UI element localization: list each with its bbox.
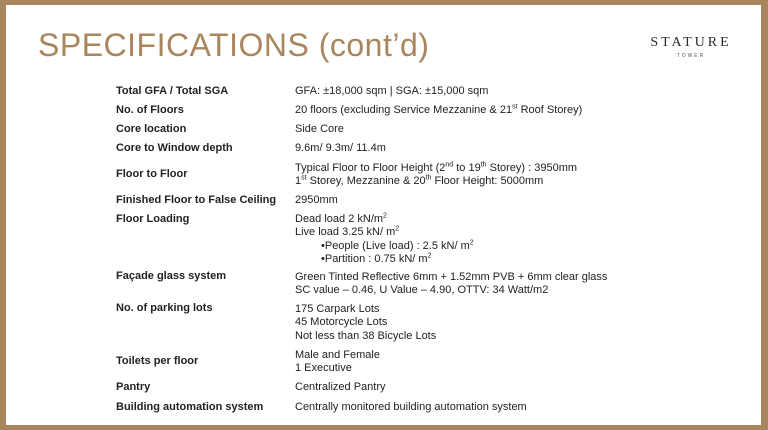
- spec-label: Core to Window depth: [116, 142, 233, 155]
- spec-value: [295, 378, 675, 398]
- spec-value-line: [295, 213, 675, 227]
- page-title: SPECIFICATIONS (cont’d): [38, 27, 430, 63]
- spec-value-line: [295, 253, 675, 267]
- spec-value-line: 9.6m/ 9.3m/ 11.4m: [295, 142, 386, 155]
- text-part: 20 floors (excluding Service Mezzanine & 21: [295, 104, 513, 117]
- spec-value-line: Green Tinted Reflective 6mm + 1.52mm PVB + 6mm clear glass: [295, 270, 608, 283]
- spec-label: No. of Floors: [116, 104, 184, 117]
- logo-subtitle: TOWER: [676, 53, 706, 59]
- spec-value-line: 2950mm: [295, 194, 338, 207]
- spec-row-floor-loading: [116, 211, 675, 268]
- spec-value: [295, 139, 675, 159]
- spec-value-line: 1 Executive: [295, 362, 352, 374]
- spec-row-false-ceiling: [116, 191, 675, 211]
- spec-label: Façade glass system: [116, 270, 227, 282]
- spec-label: Total GFA / Total SGA: [116, 85, 229, 98]
- spec-value: [295, 101, 675, 121]
- spec-value: [295, 398, 675, 418]
- specifications-table: [116, 83, 675, 418]
- spec-label: Floor to Floor: [116, 168, 188, 181]
- spec-label: Floor Loading: [116, 213, 190, 225]
- superscript: 2: [469, 238, 474, 246]
- spec-value: [295, 268, 675, 300]
- superscript: st: [512, 103, 518, 111]
- text-part: Roof Storey): [517, 104, 583, 117]
- spec-value: [295, 121, 675, 139]
- spec-value: [295, 300, 675, 346]
- text-part: Live load 3.25 kN/ m: [295, 226, 396, 238]
- spec-value: [295, 346, 675, 378]
- spec-row-pantry: [116, 378, 675, 398]
- spec-label: No. of parking lots: [116, 302, 213, 314]
- spec-row-total-area: [116, 83, 675, 101]
- spec-label: Toilets per floor: [116, 355, 199, 368]
- spec-value-line: Centrally monitored building automation system: [295, 401, 527, 414]
- superscript: st: [301, 174, 307, 182]
- spec-label: Finished Floor to False Ceiling: [116, 194, 277, 207]
- spec-value: [295, 211, 675, 268]
- spec-label: Core location: [116, 123, 187, 136]
- text-part: Storey, Mezzanine & 20: [306, 175, 426, 187]
- spec-label: Pantry: [116, 381, 151, 394]
- text-part: •Partition : 0.75 kN/ m: [321, 253, 428, 265]
- text-part: Floor Height: 5000mm: [431, 175, 544, 187]
- spec-row-toilets: [116, 346, 675, 378]
- slide: [6, 5, 761, 425]
- spec-value-line: GFA: ±18,000 sqm | SGA: ±15,000 sqm: [295, 85, 489, 98]
- spec-value-line: [295, 175, 675, 189]
- superscript: 2: [427, 252, 432, 260]
- text-part: Storey) : 3950mm: [486, 161, 578, 174]
- spec-row-facade-glass: [116, 268, 675, 300]
- spec-value-line: [295, 226, 675, 240]
- text-part: to 19: [453, 161, 481, 174]
- spec-row-floor-to-floor: [116, 159, 675, 191]
- spec-value-line: [295, 240, 675, 254]
- superscript: 2: [395, 225, 400, 233]
- spec-value-line: Centralized Pantry: [295, 381, 386, 394]
- spec-value: [295, 191, 675, 211]
- spec-value-line: Side Core: [295, 123, 344, 136]
- spec-row-building-automation: [116, 398, 675, 418]
- text-part: 1: [295, 175, 302, 187]
- spec-value-line: Male and Female: [295, 348, 380, 361]
- spec-value: [295, 159, 675, 191]
- spec-value-line: 175 Carpark Lots: [295, 302, 380, 315]
- logo-name: STATURE: [650, 35, 732, 50]
- spec-value-line: Not less than 38 Bicycle Lots: [295, 329, 437, 342]
- spec-row-parking: [116, 300, 675, 346]
- spec-value-line: [295, 104, 675, 118]
- spec-row-core-depth: [116, 139, 675, 159]
- spec-value-line: [295, 162, 675, 176]
- superscript: th: [480, 160, 487, 168]
- superscript: th: [425, 174, 432, 182]
- stature-tower-logo: [641, 35, 741, 59]
- text-part: •People (Live load) : 2.5 kN/ m: [321, 239, 470, 252]
- spec-label: Building automation system: [116, 401, 264, 414]
- superscript: nd: [445, 160, 454, 168]
- text-part: Dead load 2 kN/m: [295, 212, 384, 225]
- text-part: Typical Floor to Floor Height (2: [295, 161, 446, 174]
- spec-row-core-location: [116, 121, 675, 139]
- spec-value-line: 45 Motorcycle Lots: [295, 316, 388, 329]
- spec-row-floors: [116, 101, 675, 121]
- spec-value: [295, 83, 675, 101]
- superscript: 2: [383, 211, 387, 219]
- spec-value-line: SC value – 0.46, U Value – 4.90, OTTV: 34 Watt/m2: [295, 284, 549, 296]
